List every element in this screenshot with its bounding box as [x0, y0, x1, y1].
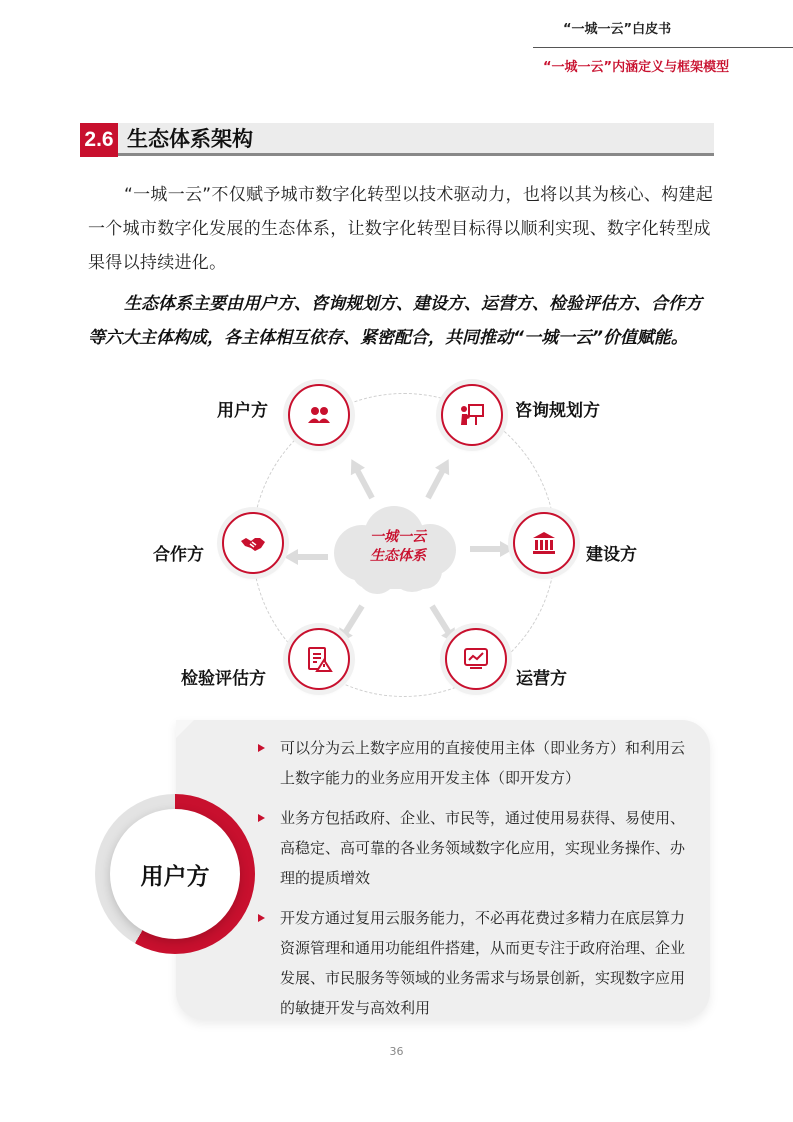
- partner-label: 合作方: [153, 545, 204, 565]
- arrow-to-construction: [470, 541, 516, 557]
- header-divider: [533, 47, 793, 48]
- users-icon: [305, 401, 333, 429]
- intro-paragraph: “一城一云”不仅赋予城市数字化转型以技术驱动力，也将以其为核心、构建起一个城市数字化发展的生态体系，让数字化转型目标得以顺利实现、数字化转型成果得以持续进化。: [88, 185, 714, 273]
- construction-node: [513, 512, 575, 574]
- section-number: 2.6: [80, 123, 118, 157]
- card-corner-fold: [176, 720, 194, 738]
- center-line-1: 一城一云: [370, 529, 426, 545]
- bullet-triangle-icon: [258, 914, 265, 922]
- card-bullet: [258, 803, 688, 893]
- operation-node: [445, 628, 507, 690]
- bullet-text: 开发方通过复用云服务能力，不必再花费过多精力在底层算力资源管理和通用功能组件搭建，从而更专注于政府治理、企业发展、市民服务等领域的业务需求与场景创新，实现数字应用的敏捷开发与高效利用: [280, 909, 686, 1017]
- inspection-label: 检验评估方: [181, 669, 266, 689]
- inspection-node: [288, 628, 350, 690]
- consulting-label: 咨询规划方: [515, 401, 600, 421]
- user-node: [288, 384, 350, 446]
- card-bullet: [258, 733, 688, 793]
- card-bullet: [258, 903, 688, 1023]
- bullet-text: 可以分为云上数字应用的直接使用主体（即业务方）和利用云上数字能力的业务应用开发主体（即开发方）: [280, 739, 686, 787]
- bullet-triangle-icon: [258, 814, 265, 822]
- user-label: 用户方: [217, 401, 268, 421]
- partner-node: [222, 512, 284, 574]
- card-title: 用户方: [110, 809, 240, 939]
- handshake-icon: [239, 529, 267, 557]
- bank-building-icon: [530, 529, 558, 557]
- ecosystem-center-label: [340, 528, 456, 566]
- page-number: 36: [389, 1045, 404, 1058]
- section-title: 生态体系架构: [127, 127, 253, 151]
- monitor-chart-icon: [462, 645, 490, 673]
- document-warning-icon: [305, 645, 333, 673]
- chapter-title: “一城一云”内涵定义与框架模型: [543, 60, 730, 75]
- construction-label: 建设方: [586, 545, 637, 565]
- bullet-triangle-icon: [258, 744, 265, 752]
- consulting-node: [441, 384, 503, 446]
- document-title: “一城一云”白皮书: [563, 22, 672, 37]
- presentation-icon: [458, 401, 486, 429]
- bullet-text: 业务方包括政府、企业、市民等，通过使用易获得、易使用、高稳定、高可靠的各业务领域数字化应用，实现业务操作、办理的提质增效: [280, 809, 686, 887]
- center-line-2: 生态体系: [370, 548, 426, 564]
- emphasis-paragraph: 生态体系主要由用户方、咨询规划方、建设方、运营方、检验评估方、合作方等六大主体构成，各主体相互依存、紧密配合，共同推动“一城一云”价值赋能。: [88, 294, 702, 348]
- operation-label: 运营方: [516, 669, 567, 689]
